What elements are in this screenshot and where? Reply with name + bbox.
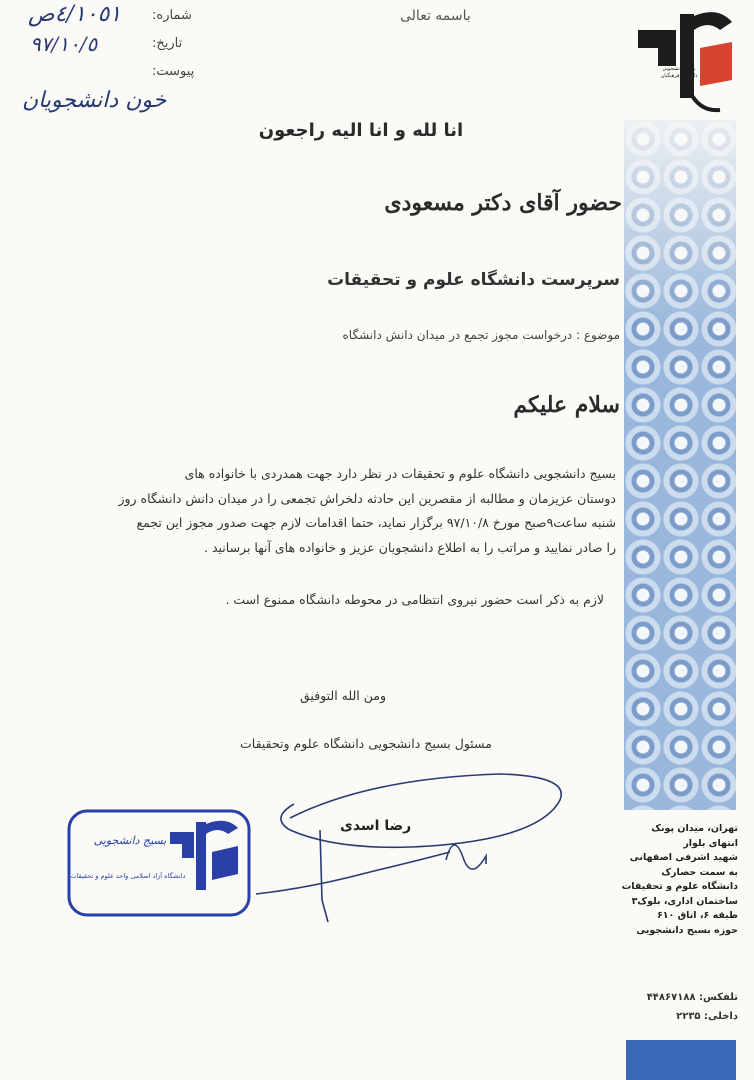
letter-heading: انا لله و انا الیه راجعون xyxy=(258,120,464,141)
address-line: ساختمان اداری، بلوک۳ xyxy=(631,895,738,907)
stamp-line-2: دانشگاه آزاد اسلامی واحد علوم و تحقیقات xyxy=(70,872,186,880)
attachment-label: پیوست: xyxy=(152,64,195,79)
date-label: تاریخ: xyxy=(152,36,183,51)
addressee: حضور آقای دکتر مسعودی xyxy=(384,190,622,216)
letterhead-sidebar xyxy=(620,0,754,1080)
greeting: سلام علیکم xyxy=(513,392,620,418)
address-line: طبقه ۶، اتاق ۶۱۰ xyxy=(656,910,738,921)
logo-caption: بسیج دانشجویی دانشگاه فرهنگیان xyxy=(660,66,698,79)
signature-icon xyxy=(250,760,580,930)
ext-label: داخلی: xyxy=(704,1011,738,1022)
accent-bar xyxy=(626,1040,736,1080)
handwritten-date: ٩٧/١٠/٥ xyxy=(30,32,98,56)
phone-value: ۴۴۸۶۷۱۸۸ xyxy=(646,992,696,1003)
ext-value: ۲۲۳۵ xyxy=(676,1011,701,1022)
address-line: حوزه بسیج دانشجویی xyxy=(636,924,738,936)
address-line: انتهای بلوار xyxy=(683,837,738,849)
office-address xyxy=(620,822,738,938)
basmala: باسمه تعالی xyxy=(400,8,471,24)
decorative-pattern xyxy=(624,120,736,810)
number-label: شماره: xyxy=(152,8,192,23)
addressee-position: سرپرست دانشگاه علوم و تحقیقات xyxy=(327,270,620,290)
phone-label: تلفکس: xyxy=(699,992,738,1003)
body-line: را صادر نمایید و مراتب را به اطلاع دانشجویان عزیز و خانواده های آنها برسانید . xyxy=(204,539,616,555)
official-stamp-icon xyxy=(66,808,252,918)
handwritten-attachment: خون دانشجویان xyxy=(22,88,167,113)
stamp-line-1: بسیج دانشجویی xyxy=(93,834,167,847)
address-line: شهید اشرفی اصفهانی xyxy=(629,852,738,863)
letter-subject: موضوع : درخواست مجوز تجمع در میدان دانش دانشگاه xyxy=(342,328,620,342)
body-line: شنبه ساعت۹صبح مورخ ۹۷/۱۰/۸ برگزار نماید، حتما اقدامات لازم جهت صدور مجوز این تجمع xyxy=(136,515,616,530)
handwritten-number: ٤/١٠٥١ص xyxy=(28,2,122,27)
letter-note: لازم به ذکر است حضور نیروی انتظامی در محوطه دانشگاه ممنوع است . xyxy=(225,592,604,607)
basij-logo-icon xyxy=(628,8,736,118)
address-line: تهران، میدان پونک xyxy=(651,823,738,834)
signer-name: رضا اسدی xyxy=(340,818,412,834)
body-line: بسیج دانشجویی دانشگاه علوم و تحقیقات در نظر دارد جهت همدردی با خانواده های xyxy=(184,466,616,481)
closing-phrase: ومن الله التوفیق xyxy=(300,688,386,703)
letter-body xyxy=(118,462,616,560)
address-line: دانشگاه علوم و تحقیقات xyxy=(621,881,738,892)
body-line: دوستان عزیزمان و مطالبه از مقصرین این حادثه دلخراش تجمعی را در میدان دانش دانشگاه روز xyxy=(118,490,616,506)
contact-numbers xyxy=(620,988,738,1026)
address-line: به سمت حصارک xyxy=(661,866,738,878)
signer-role: مسئول بسیج دانشجویی دانشگاه علوم وتحقیقات xyxy=(240,736,492,751)
